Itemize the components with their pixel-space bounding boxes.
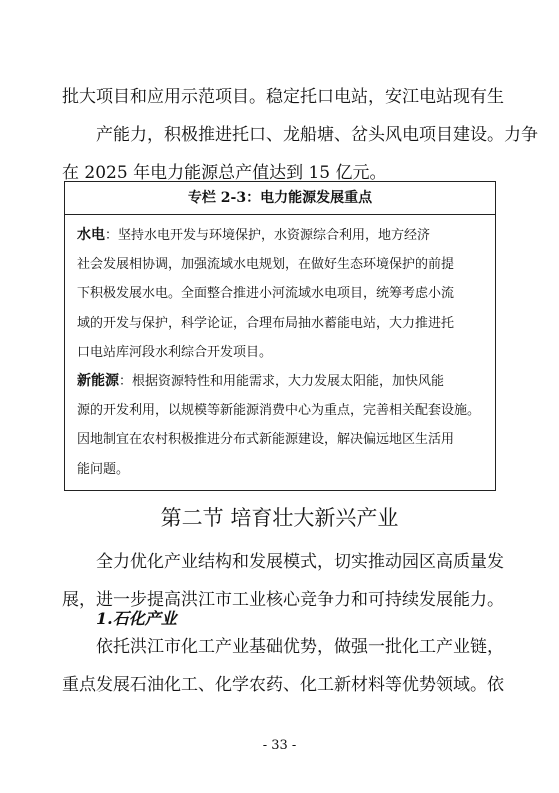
- box-line: 水电：坚持水电开发与环境保护，水资源综合利用，地方经济: [77, 227, 431, 243]
- paragraph-line: 产能力，积极推进托口、龙船塘、岔头风电项目建设。力争: [96, 125, 538, 145]
- box-line: 域的开发与保护，科学论证，合理布局抽水蓄能电站，大力推进托: [77, 315, 455, 331]
- hydro-label: 水电: [77, 227, 105, 243]
- paragraph-line: 重点发展石油化工、化学农药、化工新材料等优势领域。依: [62, 675, 504, 695]
- paragraph-line: 在 2025 年电力能源总产值达到 15 亿元。: [62, 163, 387, 183]
- box-line: 口电站库河段水利综合开发项目。: [77, 344, 273, 360]
- box-body: [65, 215, 495, 484]
- box-line: 能问题。: [77, 461, 130, 477]
- new-energy-label: 新能源: [77, 373, 119, 390]
- petrochemical-paragraph: [62, 628, 502, 704]
- paragraph-line: 全力优化产业结构和发展模式，切实推动园区高质量发: [96, 552, 504, 572]
- intro-paragraph: [62, 78, 538, 192]
- page-number: - 33 -: [262, 738, 297, 753]
- box-line: 因地制宜在农村积极推进分布式新能源建设，解决偏远地区生活用: [77, 432, 455, 448]
- box-line: 下积极发展水电。全面整合推进小河流域水电项目，统筹考虑小流: [77, 286, 455, 302]
- paragraph-line: 展，进一步提高洪江市工业核心竞争力和可持续发展能力。: [62, 590, 504, 610]
- section-title: 第二节 培育壮大新兴产业: [160, 506, 399, 530]
- paragraph-line: 批大项目和应用示范项目。稳定托口电站，安江电站现有生: [62, 87, 504, 107]
- box-line: 新能源：根据资源特性和用能需求，大力发展太阳能，加快风能: [77, 373, 445, 390]
- subheading-petrochemical: 1.石化产业: [96, 609, 177, 628]
- box-line: 源的开发利用，以规模等新能源消费中心为重点，完善相关配套设施。: [77, 403, 481, 419]
- box-title: 专栏 2-3：电力能源发展重点: [65, 182, 495, 215]
- box-line: 社会发展相协调，加强流域水电规划，在做好生态环境保护的前提: [77, 257, 455, 273]
- sidebar-box-power-energy: [64, 181, 496, 491]
- paragraph-line: 依托洪江市化工产业基础优势，做强一批化工产业链，: [96, 637, 504, 657]
